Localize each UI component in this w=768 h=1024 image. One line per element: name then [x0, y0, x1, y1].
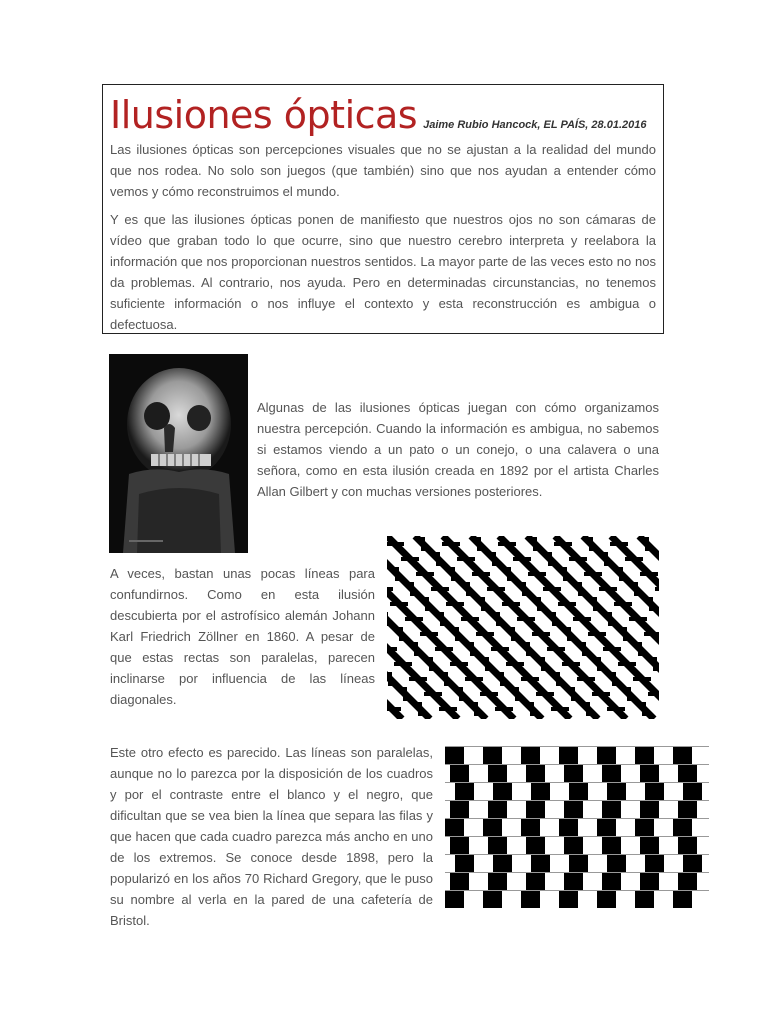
- cafe-tile: [640, 765, 659, 782]
- cafe-tile: [488, 873, 507, 890]
- cafe-tile: [445, 819, 464, 836]
- cafe-tile: [521, 891, 540, 908]
- cafe-wall-illusion-image: [445, 745, 709, 908]
- zollner-illusion-drawing: [387, 536, 659, 719]
- cafe-tile: [635, 819, 654, 836]
- cafe-tile: [645, 783, 664, 800]
- cafe-tile: [488, 801, 507, 818]
- cafe-tile: [526, 873, 545, 890]
- cafe-tile: [683, 855, 702, 872]
- cafe-wall-paragraph: Este otro efecto es parecido. Las líneas son paralelas, aunque no lo parezca por la disposición de los cuadros y por el contraste entre el blanco y el negro, que dificultan que se vea bien la línea que separa las filas y que hacen que cada cuadro parezca más ancho en uno de los extremos. Se conoce desde 1898, pero la popularizó en los años 70 Richard Gregory, que le puso su nombre al verla en la pared de una cafetería de Bristol.: [110, 745, 433, 928]
- cafe-tile: [526, 837, 545, 854]
- title-row: [110, 89, 656, 137]
- cafe-tile: [673, 891, 692, 908]
- cafe-tile: [488, 765, 507, 782]
- skull-illusion-image: [109, 354, 248, 553]
- cafe-tile: [678, 765, 697, 782]
- cafe-tile: [521, 747, 540, 764]
- cafe-tile: [493, 783, 512, 800]
- zollner-line: [443, 536, 626, 719]
- zollner-paragraph: A veces, bastan unas pocas líneas para confundirnos. Como en esta ilusión descubierta por el astrofísico alemán Johann Karl Friedrich Zöllner en 1860. A pesar de que estas rectas son paralelas, parecen inclinarse por influencia de las líneas diagonales.: [110, 566, 375, 707]
- cafe-tile: [564, 873, 583, 890]
- cafe-tile: [483, 819, 502, 836]
- cafe-tile: [521, 819, 540, 836]
- cafe-tile: [602, 837, 621, 854]
- cafe-tile: [640, 801, 659, 818]
- skull-illusion-drawing: [109, 354, 248, 553]
- cafe-tile: [569, 855, 588, 872]
- cafe-tile: [602, 801, 621, 818]
- cafe-tile: [673, 819, 692, 836]
- cafe-tile: [607, 855, 626, 872]
- cafe-tile: [640, 837, 659, 854]
- zollner-section: [110, 563, 375, 710]
- cafe-tile: [559, 819, 578, 836]
- cafe-tile: [597, 747, 616, 764]
- byline: Jaime Rubio Hancock, EL PAÍS, 28.01.2016: [423, 119, 647, 131]
- cafe-tile: [559, 747, 578, 764]
- cafe-tile: [597, 891, 616, 908]
- cafe-tile: [569, 783, 588, 800]
- cafe-tile: [483, 891, 502, 908]
- cafe-tile: [455, 855, 474, 872]
- zollner-illusion-image: [387, 536, 659, 719]
- cafe-tile: [564, 765, 583, 782]
- cafe-tile: [526, 801, 545, 818]
- cafe-tile: [450, 801, 469, 818]
- zollner-line: [387, 536, 570, 719]
- cafe-tile: [493, 855, 512, 872]
- cafe-tile: [450, 765, 469, 782]
- cafe-tile: [564, 837, 583, 854]
- skull-section: [257, 397, 659, 502]
- cafe-tile: [597, 819, 616, 836]
- cafe-tile: [488, 837, 507, 854]
- cafe-tile: [673, 747, 692, 764]
- cafe-tile: [683, 783, 702, 800]
- cafe-tile: [607, 783, 626, 800]
- cafe-tile: [602, 765, 621, 782]
- cafe-tile: [450, 873, 469, 890]
- cafe-tile: [450, 837, 469, 854]
- intro-box: [102, 84, 664, 334]
- intro-paragraph-2: Y es que las ilusiones ópticas ponen de manifiesto que nuestros ojos no son cámaras de vídeo que graban todo lo que ocurre, sino que nuestro cerebro interpreta y reelabora la información que nos proporcionan nuestros sentidos. La mayor parte de las veces esto no nos da problemas. Al contrario, nos ayuda. Pero en determinadas circunstancias, no tenemos suficiente información o nos influye el contexto y esta reconstrucción es ambigua o defectuosa.: [110, 212, 656, 332]
- cafe-tile: [640, 873, 659, 890]
- cafe-tile: [678, 837, 697, 854]
- cafe-tile: [455, 783, 474, 800]
- skull-paragraph: Algunas de las ilusiones ópticas juegan con cómo organizamos nuestra percepción. Cuando la información es ambigua, no sabemos si estamos viendo a un pato o un conejo, o una calavera o una señora, como en esta ilusión creada en 1892 por el artista Charles Allan Gilbert y con muchas versiones posteriores.: [257, 400, 659, 499]
- cafe-tile: [559, 891, 578, 908]
- cafe-tile: [645, 855, 664, 872]
- cafe-tile: [635, 747, 654, 764]
- cafe-tile: [602, 873, 621, 890]
- cafe-wall-section: [110, 742, 433, 931]
- cafe-tile: [483, 747, 502, 764]
- cafe-tile: [564, 801, 583, 818]
- cafe-tile: [526, 765, 545, 782]
- cafe-tile: [531, 855, 550, 872]
- cafe-wall-illusion-drawing: [445, 745, 709, 908]
- cafe-tile: [678, 873, 697, 890]
- cafe-tile: [635, 891, 654, 908]
- cafe-tile: [531, 783, 550, 800]
- intro-paragraph-1: Las ilusiones ópticas son percepciones visuales que no se ajustan a la realidad del mundo que nos rodea. No solo son juegos (que también) sino que nos ayudan a entender cómo vemos y cómo reconstruimos el mundo.: [110, 142, 656, 199]
- page-title: Ilusiones ópticas: [110, 93, 418, 137]
- cafe-tile: [445, 747, 464, 764]
- cafe-tile: [445, 891, 464, 908]
- cafe-tile: [678, 801, 697, 818]
